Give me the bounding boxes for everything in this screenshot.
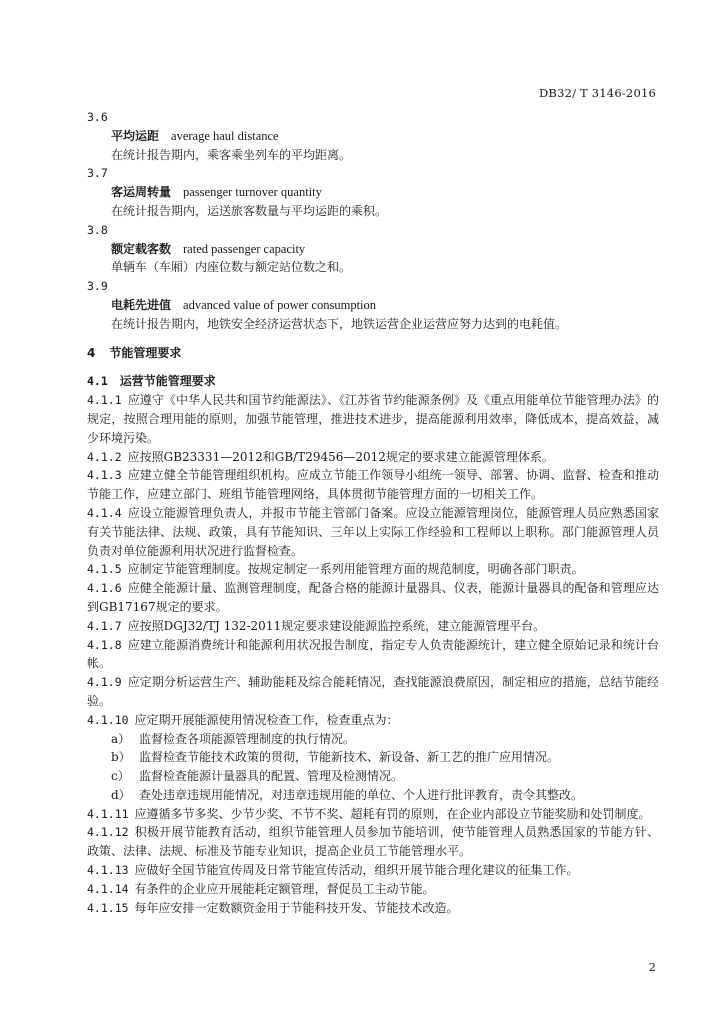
term-heading [87,296,659,315]
clause-text: 应建立能源消费统计和能源利用状况报告制度，指定专人负责能源统计，建立健全原始记录和统计台帐。 [87,637,659,671]
term-number: 3.8 [87,222,108,237]
term-zh: 客运周转量 [111,185,172,200]
clause-text: 应健全能源计量、监测管理制度，配备合格的能源计量器具、仪表，能源计量器具的配备和管理应达到GB17167规定的要求。 [87,581,659,614]
clause-4-1-15 [87,899,659,918]
term-definition: 在统计报告期内，地铁安全经济运营状态下，地铁运营企业运营应努力达到的电耗值。 [111,316,568,331]
clause-4-1-5 [87,560,659,579]
clause-number: 4.1.15 [87,900,129,915]
clause-number: 4.1.1 [87,393,122,408]
clause-text: 应设立能源管理负责人，并报市节能主管部门备案。应设立能源管理岗位，能源管理人员应熟悉国家有关节能法律、法规、政策，具有节能知识、三年以上实际工作经验和工程师以上职称。部门能源管理人员负责对单位能源利用状况进行监督检查。 [87,505,659,558]
term-zh: 额定载客数 [111,241,172,256]
term-heading [87,240,659,259]
clause-number: 4.1.9 [87,675,122,690]
term-heading [87,183,659,202]
clause-4-1-4 [87,504,659,560]
clause-text: 应做好全国节能宣传周及日常节能宣传活动，组织开展节能合理化建议的征集工作。 [134,863,579,878]
clause-4-1-8 [87,636,659,674]
term-number: 3.6 [87,110,108,124]
clause-4-1-9 [87,673,659,711]
clause-4-1-6 [87,579,659,617]
clause-number: 4.1.14 [87,881,129,896]
term-en: average haul distance [171,128,279,143]
clause-4-1-3 [87,466,659,504]
clause-text: 每年应安排一定数额资金用于节能科技开发、节能技术改造。 [134,900,459,915]
list-item-text: 监督检查能源计量器具的配置、管理及检测情况。 [139,769,404,784]
clause-number: 4.1.3 [87,468,122,483]
term-heading [87,127,659,146]
section-number: 4 [87,345,96,360]
list-item [87,730,659,749]
clause-text: 有条件的企业应开展能耗定额管理，督促员工主动节能。 [134,881,435,896]
term-3-9 [87,277,659,333]
term-number: 3.7 [87,166,108,181]
clause-4-1-7 [87,617,659,636]
clause-number: 4.1.5 [87,562,122,577]
clause-4-1-14 [87,880,659,899]
clause-number: 4.1.2 [87,449,122,464]
list-item-label: a） [111,731,131,746]
term-definition: 在统计报告期内，运送旅客数量与平均运距的乘积。 [111,203,388,218]
term-definition: 单辆车（车厢）内座位数与额定站位数之和。 [111,260,352,275]
clause-number: 4.1.7 [87,618,122,633]
clause-number: 4.1.6 [87,581,122,596]
list-item-text: 查处违章违规用能情况，对违章违规用能的单位、个人进行批评教育，责令其整改。 [139,787,584,802]
clause-number: 4.1.13 [87,863,129,878]
clause-text: 应制定节能管理制度。按规定制定一系列用能管理方面的规范制度，明确各部门职责。 [127,562,584,577]
list-item-label: b） [111,750,131,765]
list-item [87,748,659,767]
clause-number: 4.1.12 [87,825,129,840]
clause-text: 积极开展节能教育活动，组织节能管理人员参加节能培训，使节能管理人员熟悉国家的节能方针、政策、法律、法规、标准及节能专业知识，提高企业员工节能管理水平。 [87,825,659,859]
clause-text: 应遵守《中华人民共和国节约能源法》、《江苏省节约能源条例》及《重点用能单位节能管理办法》的规定，按照合理用能的原则，加强节能管理，推进技术进步，提高能源利用效率，降低成本，提高效益，减少环境污染。 [87,393,659,445]
term-en: advanced value of power consumption [183,297,377,312]
clause-4-1-2 [87,448,659,467]
list-item-text: 监督检查各项能源管理制度的执行情况。 [139,731,356,746]
clause-text: 应定期开展能源使用情况检查工作，检查重点为： [134,712,399,727]
term-definition: 在统计报告期内，乘客乘坐列车的平均距离。 [111,147,352,162]
list-item [87,767,659,786]
subsection-heading [87,372,659,391]
clause-text: 应遵循多节多奖、少节少奖、不节不奖、超耗有罚的原则，在企业内部设立节能奖励和处罚制度。 [134,806,651,821]
clause-text: 应按照DGJ32/TJ 132-2011规定要求建设能源监控系统，建立能源管理平台。 [127,618,546,633]
list-item [87,786,659,805]
clause-4-1-11 [87,805,659,824]
page-number: 2 [648,960,656,974]
list-item-text: 监督检查节能技术政策的贯彻，节能新技术、新设备、新工艺的推广应用情况。 [139,750,560,765]
term-zh: 电耗先进值 [111,297,172,312]
term-3-8 [87,221,659,277]
term-3-7 [87,164,659,220]
clause-text: 应建立健全节能管理组织机构。应成立节能工作领导小组统一领导、部署、协调、监督、检查和推动节能工作，应建立部门、班组节能管理网络，具体贯彻节能管理方面的一切相关工作。 [87,468,659,502]
term-number: 3.9 [87,279,108,294]
clause-4-1-12 [87,823,659,861]
subsection-title: 运营节能管理要求 [119,374,216,389]
term-3-6 [87,108,659,164]
list-item-label: d） [111,787,131,802]
clause-4-1-13 [87,861,659,880]
term-zh: 平均运距 [111,128,160,143]
page-content [87,108,659,917]
clause-number: 4.1.8 [87,637,122,652]
section-heading [87,344,659,363]
clause-4-1-10 [87,711,659,730]
clause-number: 4.1.10 [87,712,129,727]
standard-code-header: DB32/ T 3146-2016 [539,86,656,100]
term-en: passenger turnover quantity [183,185,322,200]
clause-text: 应定期分析运营生产、辅助能耗及综合能耗情况，查找能源浪费原因，制定相应的措施，总结节能经验。 [87,675,659,708]
subsection-number: 4.1 [87,374,108,389]
clause-4-1-1 [87,391,659,447]
clause-text: 应按照GB23331—2012和GB/T29456—2012规定的要求建立能源管理体系。 [127,449,554,464]
term-en: rated passenger capacity [183,241,306,256]
clause-number: 4.1.11 [87,806,129,821]
list-item-label: c） [111,769,130,784]
clause-number: 4.1.4 [87,505,122,520]
section-title: 节能管理要求 [109,345,182,360]
